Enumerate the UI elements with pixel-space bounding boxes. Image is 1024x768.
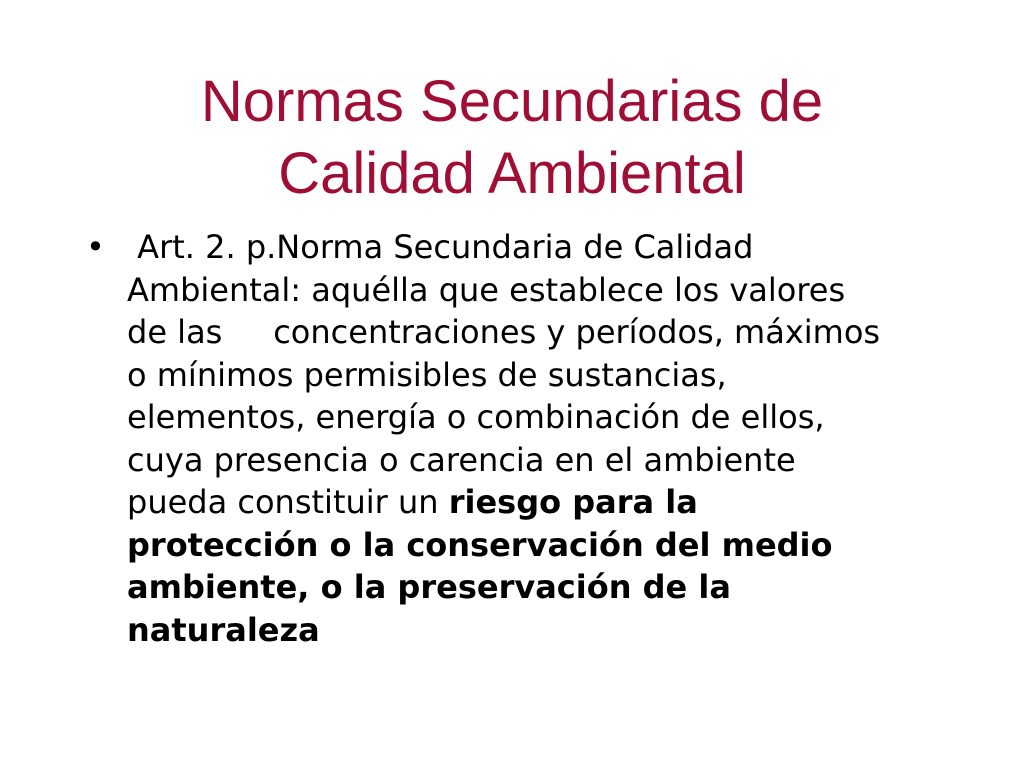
body-line-7-regular: pueda constituir un bbox=[127, 483, 449, 521]
slide-title-line-2: Calidad Ambiental bbox=[278, 141, 746, 206]
slide-title bbox=[0, 66, 1024, 210]
body-line-6: cuya presencia o carencia en el ambiente bbox=[127, 440, 796, 479]
bullet-icon: • bbox=[86, 228, 105, 266]
body-line-5: elementos, energía o combinación de ellos, bbox=[127, 398, 825, 436]
body-line-10: naturaleza bbox=[127, 610, 320, 649]
body-line-7-bold: riesgo para la bbox=[448, 483, 698, 521]
body-line-7 bbox=[127, 481, 966, 524]
bullet-item bbox=[86, 226, 966, 651]
bullet-list bbox=[86, 226, 966, 651]
body-line-2: Ambiental: aquélla que establece los valores bbox=[127, 270, 846, 309]
body-line-8: protección o la conservación del medio bbox=[127, 525, 833, 564]
body-line-1: Art. 2. p.Norma Secundaria de Calidad bbox=[127, 228, 754, 266]
slide-title-line-1: Normas Secundarias de bbox=[200, 69, 824, 134]
body-line-9: ambiente, o la preservación de la bbox=[127, 568, 731, 606]
body-line-4: o mínimos permisibles de sustancias, bbox=[127, 355, 727, 394]
body-line-3: de las concentraciones y períodos, máximos bbox=[127, 313, 881, 351]
